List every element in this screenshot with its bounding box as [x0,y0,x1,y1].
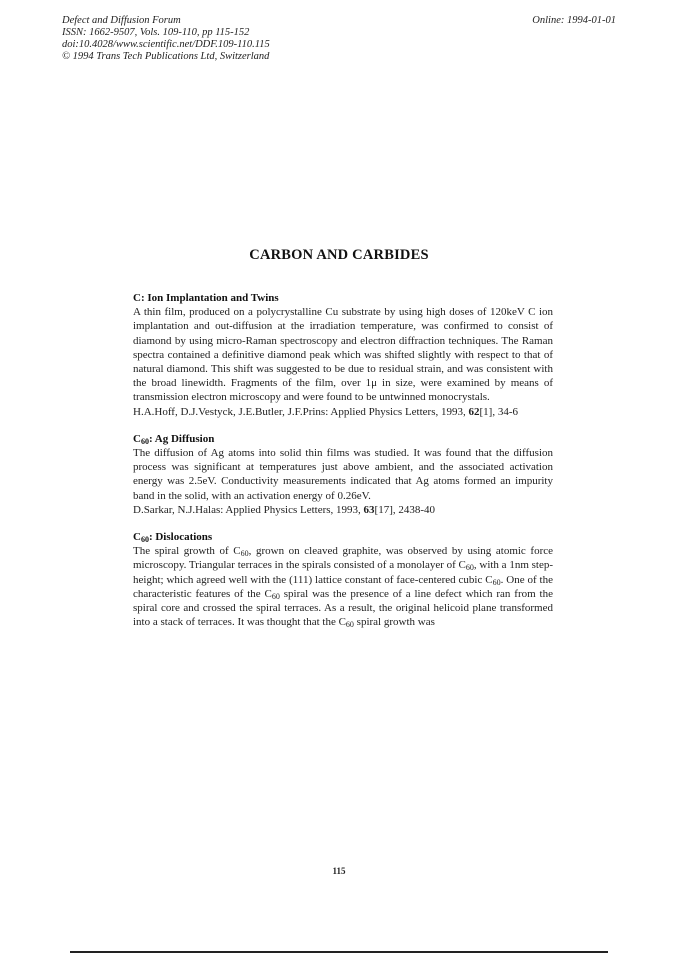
heading-subscript: 60 [140,436,149,446]
reference-volume: 63 [363,503,375,516]
copyright-line: © 1994 Trans Tech Publications Ltd, Switzerland [62,51,270,62]
reference-pages: [1], 34-6 [479,405,518,418]
section-heading: C: Ion Implantation and Twins [133,292,279,304]
online-date: Online: 1994-01-01 [532,15,616,26]
journal-name: Defect and Diffusion Forum [62,15,181,26]
reference-volume: 62 [468,405,480,418]
publication-metadata [62,15,270,63]
text-run: spiral was the presence of a line defect which ran from the spiral core and crossed the spiral terraces. As a result, the original helicoid plane transformed into a stack of terraces. It was thought that the C [133,587,553,629]
page-number: 115 [332,866,346,876]
section-text: The diffusion of Ag atoms into solid thin films was studied. It was found that the diffusion process was significant at temperatures just above ambient, and the associated activation energy was 2.5eV. Conductivity measurements indicated that Ag atoms formed an impurity band in the solid, with an activation energy of 0.26eV. [133,447,553,502]
footer-rule [70,951,608,953]
reference-authors: D.Sarkar, N.J.Halas: Applied Physics Letters, 1993, [133,503,364,516]
doi-line: doi:10.4028/www.scientific.net/DDF.109-110.115 [62,39,270,50]
text-subscript: 60 [240,549,249,559]
section-dislocations [133,530,553,629]
section-heading [133,432,553,446]
text-subscript: 60 [345,620,354,630]
section-text: A thin film, produced on a polycrystalline Cu substrate by using high doses of 120keV C ion implantation and out-diffusion at the irradiation temperature, was confirmed to consist of diamond by using micro-Raman spectroscopy and electron diffraction techniques. The Raman spectra contained a definitive diamond peak which was shifted slightly with respect to that of natural diamond. This shift was suggested to be due to residual strain, and was consistent with the broad linewidth. Fragments of the film, over 1μ in size, were examined by means of transmission electron microscopy and were found to be untwinned monocrystals. [133,306,553,404]
section-text [133,544,553,629]
text-run: . One of the characteristic features of the C [133,573,553,600]
text-run: spiral growth was [353,616,435,629]
section-ag-diffusion [133,432,553,517]
text-subscript: 60 [271,591,280,601]
reference-authors: H.A.Hoff, D.J.Vestyck, J.E.Butler, J.F.Prins: Applied Physics Letters, 1993, [133,405,469,418]
reference-pages: [17], 2438-40 [374,503,436,516]
page-title: CARBON AND CARBIDES [249,247,429,263]
article-body [133,291,553,642]
heading-rest: : Dislocations [148,531,213,544]
section-reference [133,503,553,517]
heading-subscript: 60 [140,535,149,545]
text-run: The spiral growth of C [133,545,241,558]
text-run: , with a 1nm step-height; which agreed well with the (111) lattice constant of face-centered cubic C [133,559,554,586]
section-ion-implantation [133,291,553,419]
text-subscript: 60 [492,577,501,587]
heading-prefix: C [133,531,141,544]
section-heading [133,530,553,544]
section-reference [133,405,553,419]
issn-line: ISSN: 1662-9507, Vols. 109-110, pp 115-152 [62,27,250,38]
heading-prefix: C [133,432,141,445]
text-run: , grown on cleaved graphite, was observed by using atomic force microscopy. Triangular terraces in the spirals consisted of a monolayer of C [133,545,554,572]
text-subscript: 60 [465,563,474,573]
heading-rest: : Ag Diffusion [148,432,215,445]
